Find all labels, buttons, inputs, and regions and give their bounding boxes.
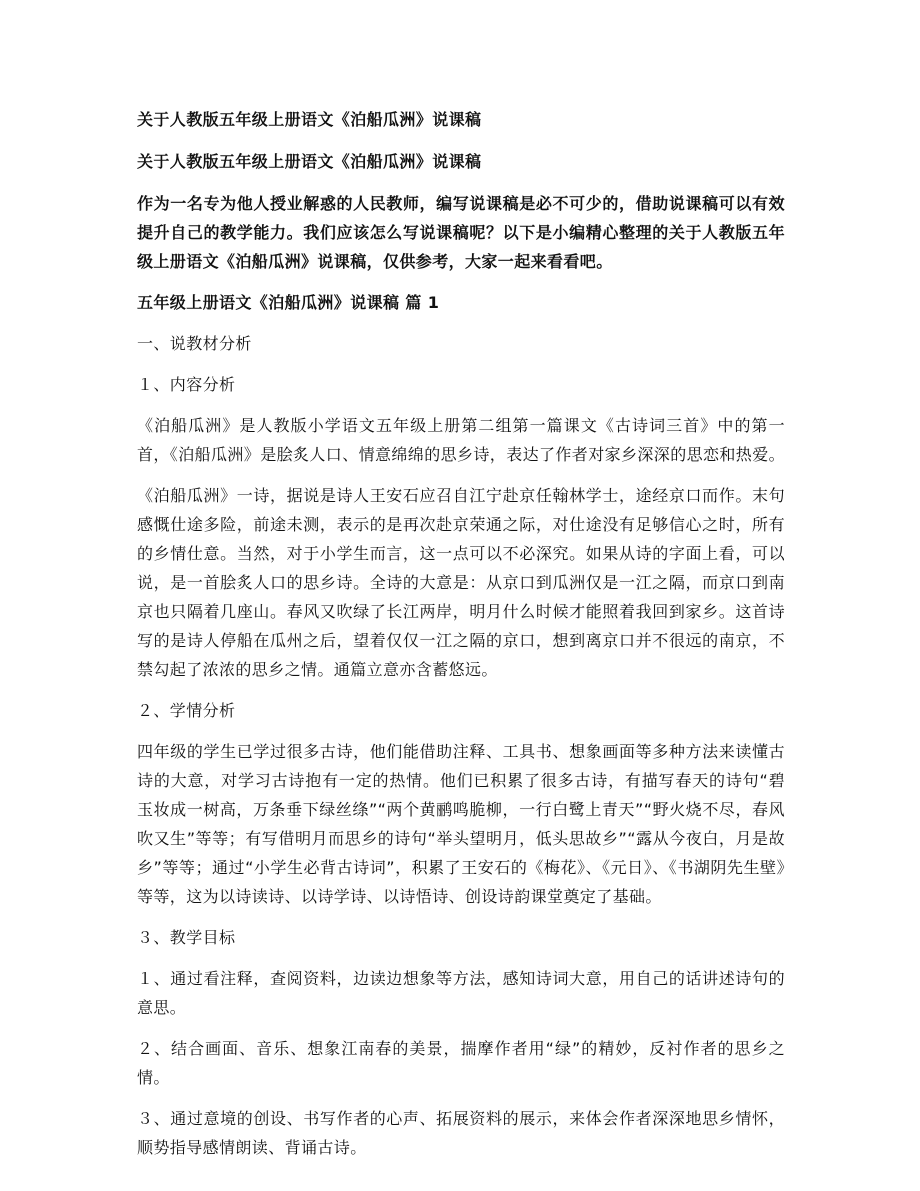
teaching-goal-1: １、通过看注释，查阅资料，边读边想象等方法，感知诗词大意，用自己的话讲述诗句的意思。 [137,969,785,1017]
subheading-content-analysis: １、内容分析 [137,375,236,394]
paragraph-student-analysis: 四年级的学生已学过很多古诗，他们能借助注释、工具书、想象画面等多种方法来读懂古诗的大意，对学习古诗抱有一定的热情。他们已积累了很多古诗，有描写春天的诗句“碧玉妆成一树高，万条垂下绿丝绦”“两个黄鹂鸣脆柳，一行白鹭上青天”“野火烧不尽，春风吹又生”等等；有写借明月而思乡的诗句“举头望明月，低头思故乡”“露从今夜白，月是故乡”等等；通过“小学生必背古诗词”，积累了王安石的《梅花》、《元日》、《书湖阴先生壁》等等，这为以诗读诗、以诗学诗、以诗悟诗、创设诗韵课堂奠定了基础。 [137,742,785,906]
section-heading-teaching-material: 一、说教材分析 [137,334,252,353]
subheading-teaching-goals: ３、教学目标 [137,928,236,947]
teaching-goal-3: ３、通过意境的创设、书写作者的心声、拓展资料的展示，来体会作者深深地思乡情怀，顺势指导感情朗读、背诵古诗。 [137,1109,785,1157]
chapter-heading: 五年级上册语文《泊船瓜洲》说课稿 篇 1 [137,293,440,312]
document-body [137,105,785,1174]
intro-paragraph: 作为一名专为他人授业解惑的人民教师，编写说课稿是必不可少的，借助说课稿可以有效提升自己的教学能力。我们应该怎么写说课稿呢？以下是小编精心整理的关于人教版五年级上册语文《泊船瓜洲》说课稿，仅供参考，大家一起来看看吧。 [137,194,785,271]
paragraph-content-analysis: 《泊船瓜洲》是人教版小学语文五年级上册第二组第一篇课文《古诗词三首》中的第一首，《泊船瓜洲》是脍炙人口、情意绵绵的思乡诗，表达了作者对家乡深深的思恋和热爱。 [137,416,786,464]
subheading-student-analysis: ２、学情分析 [137,701,236,720]
document-title: 关于人教版五年级上册语文《泊船瓜洲》说课稿 [137,110,482,129]
teaching-goal-2: ２、结合画面、音乐、想象江南春的美景，揣摩作者用“绿”的精妙，反衬作者的思乡之情。 [137,1039,785,1087]
paragraph-poem-background: 《泊船瓜洲》一诗，据说是诗人王安石应召自江宁赴京任翰林学士，途经京口而作。末句感慨仕途多险，前途未测，表示的是再次赴京荣通之际，对仕途没有足够信心之时，所有的乡情仕意。当然，对于小学生而言，这一点可以不必深究。如果从诗的字面上看，可以说，是一首脍炙人口的思乡诗。全诗的大意是：从京口到瓜洲仅是一江之隔，而京口到南京也只隔着几座山。春风又吹绿了长江两岸，明月什么时候才能照着我回到家乡。这首诗写的是诗人停船在瓜州之后，望着仅仅一江之隔的京口，想到离京口并不很远的南京，不禁勾起了浓浓的思乡之情。通篇立意亦含蓄悠远。 [137,486,785,679]
document-subtitle: 关于人教版五年级上册语文《泊船瓜洲》说课稿 [137,152,482,171]
